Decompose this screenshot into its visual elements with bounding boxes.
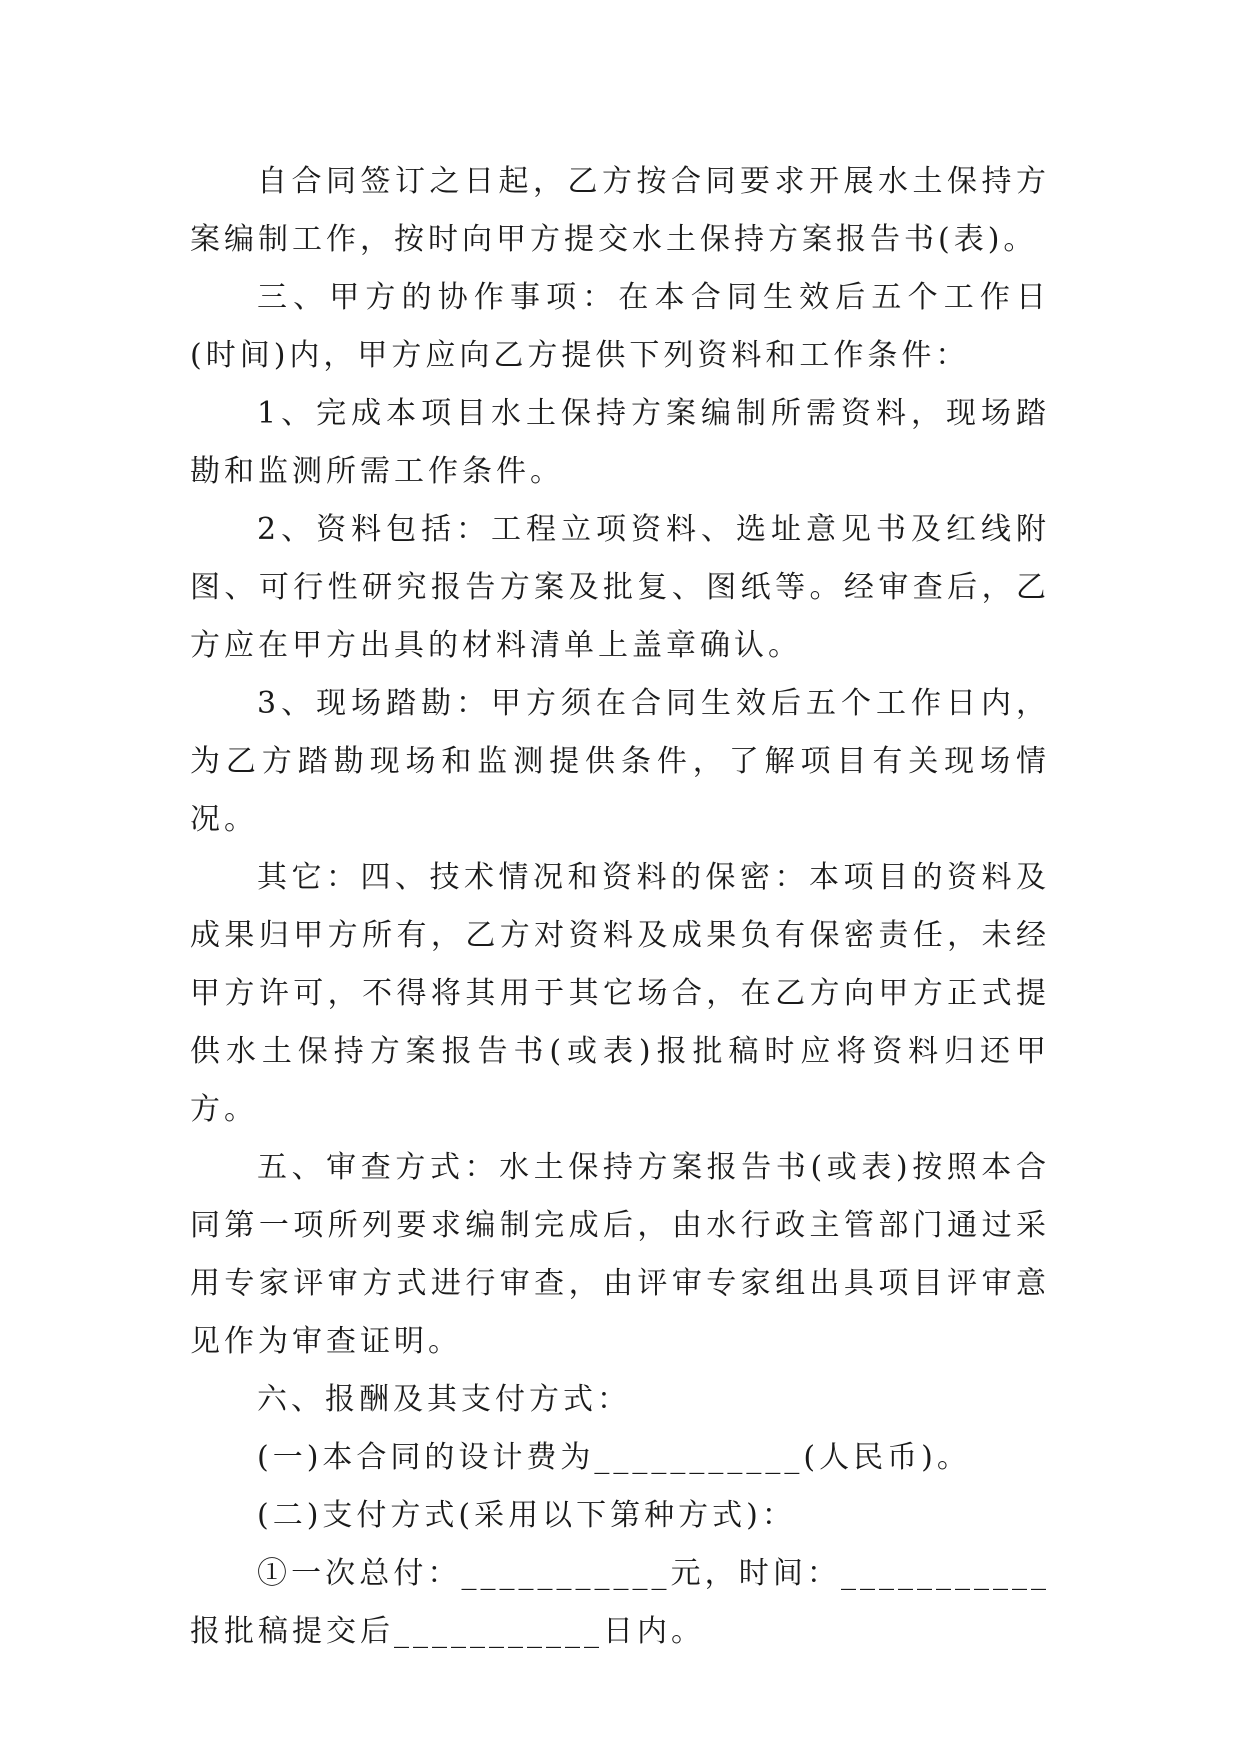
paragraph-payment-method: (二)支付方式(采用以下第种方式)： <box>257 1498 796 1533</box>
paragraph-clause-three: 三、甲方的协作事项：在本合同生效后五个工作日(时间)内，甲方应向乙方提供下列资料和工作条件： <box>190 280 1050 373</box>
paragraph-item-1: 1、完成本项目水土保持方案编制所需资料，现场踏勘和监测所需工作条件。 <box>190 396 1050 489</box>
paragraph-contract-start: 自合同签订之日起，乙方按合同要求开展水土保持方案编制工作，按时向甲方提交水土保持方案报告书(表)。 <box>190 164 1050 257</box>
paragraph-clause-six: 六、报酬及其支付方式： <box>257 1382 631 1417</box>
paragraph-clause-four: 其它：四、技术情况和资料的保密：本项目的资料及成果归甲方所有，乙方对资料及成果负有保密责任，未经甲方许可，不得将其用于其它场合，在乙方向甲方正式提供水土保持方案报告书(或表)报批稿时应将资料归还甲方。 <box>190 860 1050 1127</box>
paragraph-item-3: 3、现场踏勘：甲方须在合同生效后五个工作日内，为乙方踏勘现场和监测提供条件，了解项目有关现场情况。 <box>190 686 1050 837</box>
paragraph-clause-five: 五、审查方式：水土保持方案报告书(或表)按照本合同第一项所列要求编制完成后，由水行政主管部门通过采用专家评审方式进行审查，由评审专家组出具项目评审意见作为审查证明。 <box>190 1150 1050 1359</box>
paragraph-lump-sum: ①一次总付：___________元，时间：___________报批稿提交后___________日内。 <box>190 1556 1050 1649</box>
paragraph-item-2: 2、资料包括：工程立项资料、选址意见书及红线附图、可行性研究报告方案及批复、图纸等。经审查后，乙方应在甲方出具的材料清单上盖章确认。 <box>190 512 1050 663</box>
paragraph-fee: (一)本合同的设计费为___________(人民币)。 <box>257 1440 971 1475</box>
document-body <box>190 153 1050 1661</box>
